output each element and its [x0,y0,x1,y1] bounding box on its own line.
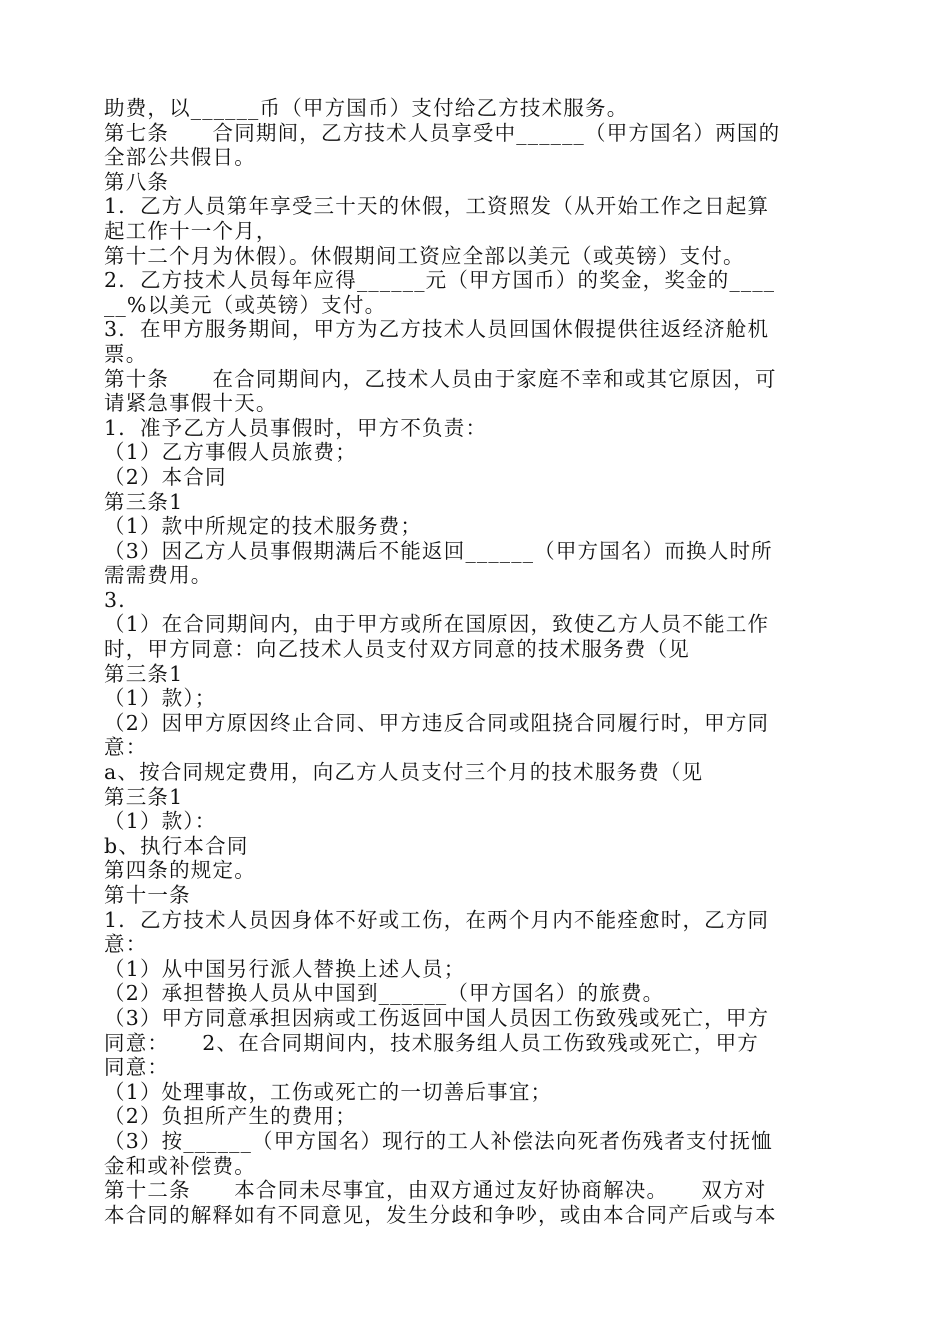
text-line: （2）承担替换人员从中国到______（甲方国名）的旅费。 [104,981,665,1006]
text-line: （1）在合同期间内，由于甲方或所在国原因，致使乙方人员不能工作 [104,612,770,637]
text-line: 1．乙方技术人员因身体不好或工伤，在两个月内不能痊愈时，乙方同 [104,907,770,932]
text-line: （1）款中所规定的技术服务费； [104,514,423,539]
text-line: 第三条1 [104,489,184,514]
text-line: 1．准予乙方人员事假时，甲方不负责： [104,415,488,440]
text-line: 第十条 在合同期间内，乙技术人员由于家庭不幸和或其它原因，可 [104,366,777,391]
text-line: 请紧急事假十天。 [104,391,278,416]
text-line: 起工作十一个月， [104,218,278,243]
text-line: 需需费用。 [104,563,213,588]
text-line: 票。 [104,341,148,366]
text-line: （2）本合同 [104,464,227,489]
text-line: （3）因乙方人员事假期满后不能返回______（甲方国名）而换人时所 [104,538,773,563]
text-line: 第十二个月为休假）。休假期间工资应全部以美元（或英镑）支付。 [104,243,745,268]
text-line: __%以美元（或英镑）支付。 [104,292,387,317]
text-line: （3）按______（甲方国名）现行的工人补偿法向死者伤残者支付抚恤 [104,1128,773,1153]
text-line: 第四条的规定。 [104,858,256,883]
text-line: a、按合同规定费用，向乙方人员支付三个月的技术服务费（见 [104,760,704,785]
text-line: 1．乙方人员第年享受三十天的休假，工资照发（从开始工作之日起算 [104,194,770,219]
text-line: （1）款）： [104,809,217,834]
text-line: （2）负担所产生的费用； [104,1104,357,1129]
text-line: （2）因甲方原因终止合同、甲方违反合同或阻挠合同履行时，甲方同 [104,710,770,735]
text-line: 第三条1 [104,784,184,809]
text-line: b、执行本合同 [104,833,249,858]
text-line: 同意： 2、在合同期间内，技术服务组人员工伤致残或死亡，甲方 [104,1030,759,1055]
text-line: 本合同的解释如有不同意见，发生分歧和争吵，或由本合同产后或与本 [104,1202,777,1227]
text-line: （1）从中国另行派人替换上述人员； [104,956,466,981]
text-line: 3． [104,587,140,612]
text-line: 2．乙方技术人员每年应得______元（甲方国币）的奖金，奖金的____ [104,268,776,293]
text-line: 第十一条 [104,883,191,907]
text-line: （1）乙方事假人员旅费； [104,440,357,465]
text-line: 助费，以______币（甲方国币）支付给乙方技术服务。 [104,96,629,120]
document-body [104,96,850,1227]
text-line: 第七条 合同期间，乙方技术人员享受中______（甲方国名）两国的 [104,120,781,145]
text-line: （1）款）； [104,686,217,711]
text-line: 金和或补偿费。 [104,1153,256,1178]
text-line: （3）甲方同意承担因病或工伤返回中国人员因工伤致残或死亡，甲方 [104,1005,770,1030]
text-line: 全部公共假日。 [104,145,256,170]
text-line: 第八条 [104,169,170,194]
text-line: 第三条1 [104,661,184,686]
text-line: 3．在甲方服务期间，甲方为乙方技术人员回国休假提供往返经济舱机 [104,317,770,342]
text-line: （1）处理事故，工伤或死亡的一切善后事宜； [104,1079,553,1104]
text-line: 意： [104,735,148,760]
text-line: 同意： [104,1055,170,1080]
text-line: 时，甲方同意：向乙技术人员支付双方同意的技术服务费（见 [104,637,690,662]
text-line: 第十二条 本合同未尽事宜，由双方通过友好协商解决。 双方对 [104,1178,767,1203]
text-line: 意： [104,932,148,957]
